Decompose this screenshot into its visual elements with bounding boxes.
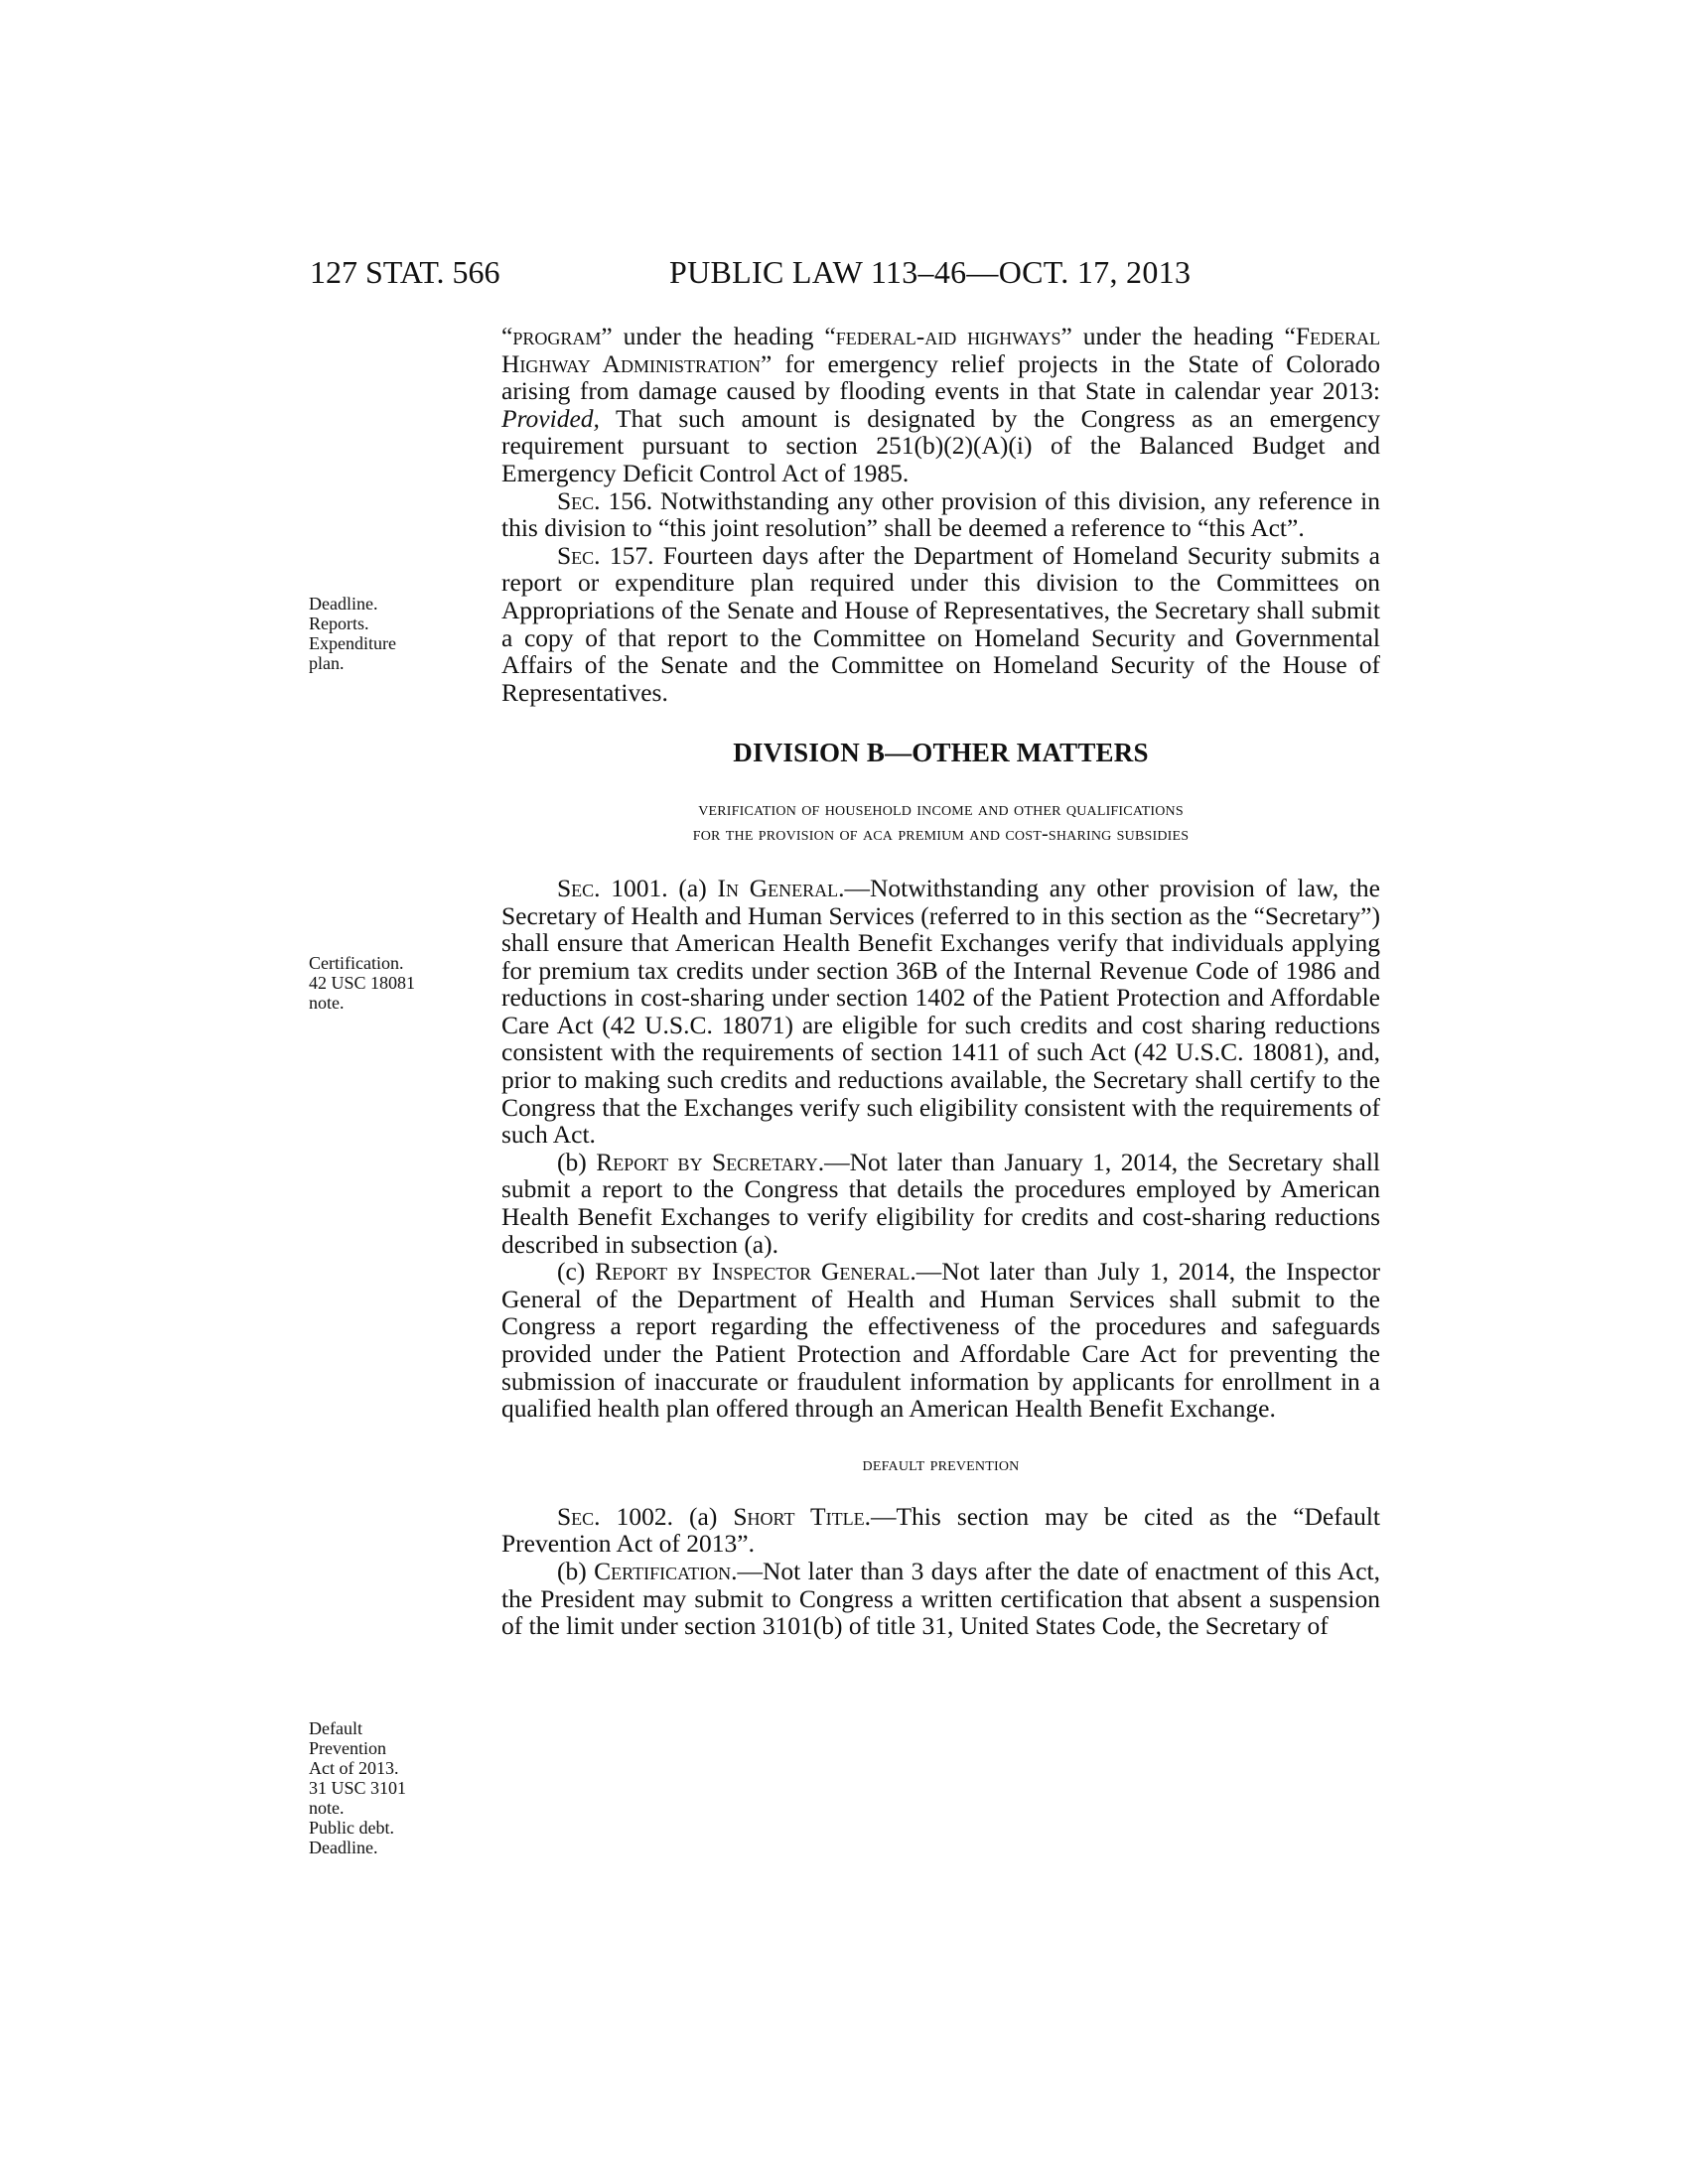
text-run: That such amount is designated by the Congress as an emergency requirement pursuant to section 251(b)(2)(A)(i) of the Balanced Budget and Emergency Deficit Control Act of 1985. <box>501 403 1380 487</box>
section-text: .—Not later than July 1, 2014, the Inspector General of the Department of Health and Human Services shall submit to the Congress a report regarding the effectiveness of the procedures and safeguards provided under the Patient Protection and Affordable Care Act for preventing the submission of inaccurate or fraudulent information by applicants for enrollment in a qualified health plan offered through an American Health Benefit Exchange. <box>501 1257 1380 1424</box>
margin-note-line: Default <box>309 1718 362 1738</box>
section-caption: default prevention <box>862 1452 1020 1475</box>
text-run: 1001. (a) <box>600 873 718 902</box>
section-label: Sec. <box>557 873 601 902</box>
text-run: ” for emergency relief projects in the State of Colorado arising from damage caused by flooding events in that State in calendar year 2013: <box>501 348 1380 406</box>
caption-line: verification of household income and other qualifications <box>698 797 1184 820</box>
margin-note-line: Act of 2013. <box>309 1758 399 1778</box>
margin-note-line: 42 USC 18081 <box>309 973 416 993</box>
section-label: Sec. <box>557 540 601 570</box>
section-157 <box>501 542 1380 707</box>
margin-note-line: Deadline. <box>309 1838 378 1857</box>
subsection-heading: Report by Inspector General <box>595 1257 911 1287</box>
subsection-heading: Short Title <box>733 1501 865 1531</box>
margin-note-line: Prevention <box>309 1738 386 1758</box>
paragraph-continuation: “program” under the heading “federal-aid highways” under the heading “Federal Highway Administration” for emergency relief projects in the State of Colorado arising from damage caused by flooding events in that State in calendar year 2013: Provided, That such amount is designated by the Congress as an emergency requirement pursuant to section 251(b)(2)(A)(i) of the Balanced Budget and Emergency Deficit Control Act of 1985. <box>501 322 1380 487</box>
text-run: (b) <box>557 1556 595 1585</box>
subsection-heading: Report by Secretary <box>596 1147 818 1176</box>
margin-note-line: note. <box>309 1798 345 1818</box>
margin-note-line: Deadline. <box>309 594 378 614</box>
margin-note-line: Expenditure <box>309 633 396 653</box>
section-text: .—Not later than January 1, 2014, the Secretary shall submit a report to the Congress that details the procedures employed by American Health Benefit Exchanges to verify eligibility for credits and cost-sharing reductions described in subsection (a). <box>501 1147 1381 1259</box>
stat-citation: 127 STAT. 566 <box>310 254 500 290</box>
text-run: ” under the heading “ <box>1060 322 1296 350</box>
margin-note-line: Public debt. <box>309 1818 394 1838</box>
text-run: ” under the heading “ <box>601 322 836 350</box>
subsection-heading: Certification <box>594 1556 732 1585</box>
division-heading: DIVISION B—OTHER MATTERS <box>733 738 1149 768</box>
section-1001-c <box>501 1258 1380 1423</box>
margin-note-line: plan. <box>309 653 345 673</box>
margin-note-line: 31 USC 3101 <box>309 1778 407 1798</box>
section-label: Sec. <box>557 485 601 515</box>
subsection-heading: In General <box>717 873 839 902</box>
section-text: 157. Fourteen days after the Department of Homeland Security submits a report or expenditure plan required under this division to the Committees on Appropriations of the Senate and House of Representatives, the Secretary shall submit a copy of that report to the Committee on Homeland Security and Governmental Affairs of the Senate and the Committee on Homeland Security of the House of Representatives. <box>501 540 1380 707</box>
body-text <box>501 323 1380 1640</box>
section-text: .—This section may be cited as the “Default Prevention Act of 2013”. <box>501 1501 1380 1559</box>
margin-note-line: note. <box>309 993 345 1013</box>
text-run: 1002. (a) <box>600 1501 734 1531</box>
text-run: (b) <box>557 1147 597 1176</box>
section-caption <box>501 797 1380 847</box>
small-caps-text: federal-aid highways <box>835 322 1061 350</box>
section-text: .—Notwithstanding any other provision of law, the Secretary of Health and Human Services (referred to in this section as the “Secretary”) shall ensure that American Health Benefit Exchanges verify that individuals applying for premium tax credits under section 36B of the Internal Revenue Code of 1986 and reductions in cost-sharing under section 1402 of the Patient Protection and Affordable Care Act (42 U.S.C. 18071) are eligible for such credits and cost sharing reductions consistent with the requirements of section 1411 of such Act (42 U.S.C. 18081), and, prior to making such credits and reductions available, the Secretary shall certify to the Congress that the Exchanges verify such eligibility consistent with the requirements of such Act. <box>501 873 1380 1150</box>
margin-note-line: Certification. <box>309 953 404 973</box>
section-text: 156. Notwithstanding any other provision of this division, any reference in this division to “this joint resolution” shall be deemed a reference to “this Act”. <box>501 485 1380 543</box>
small-caps-text: Federal Highway Administration <box>501 322 1380 378</box>
margin-note-sec1001 <box>309 953 438 1013</box>
provided-italic: Provided, <box>501 403 600 433</box>
section-1002-a <box>501 1503 1380 1558</box>
margin-note-line: Reports. <box>309 614 369 633</box>
section-text: .—Not later than 3 days after the date of enactment of this Act, the President may submit to Congress a written certification that absent a suspension of the limit under section 3101(b) of title 31, United States Code, the Secretary of <box>501 1556 1381 1641</box>
section-label: Sec. <box>557 1501 601 1531</box>
page-header <box>310 254 1378 294</box>
section-1001-b <box>501 1149 1380 1258</box>
law-title: PUBLIC LAW 113–46—OCT. 17, 2013 <box>669 254 1192 290</box>
section-1002-b <box>501 1558 1380 1640</box>
caption-line: for the provision of aca premium and cost-sharing subsidies <box>692 822 1190 845</box>
small-caps-text: program <box>512 322 602 350</box>
margin-note-sec1002 <box>309 1718 438 1857</box>
section-1001-a <box>501 875 1380 1149</box>
margin-note-sec157 <box>309 594 438 673</box>
section-156 <box>501 487 1380 542</box>
text-run: (c) <box>557 1257 596 1287</box>
